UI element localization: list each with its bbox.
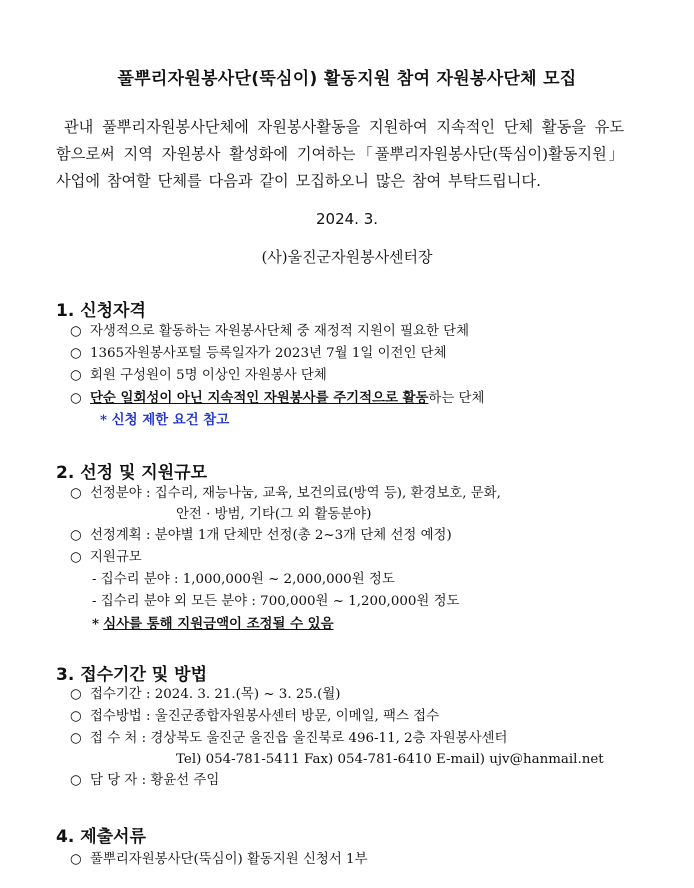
- notice-signer: (사)울진군자원봉사센터장: [261, 248, 433, 266]
- bullet-icon: ○: [70, 852, 82, 867]
- document-title: 풀뿌리자원봉사단(뚝심이) 활동지원 참여 자원봉사단체 모집: [117, 69, 577, 89]
- bullet-icon: ○: [70, 773, 82, 788]
- section-4-heading: 4. 제출서류: [56, 827, 146, 847]
- bullet-icon: ○: [70, 391, 82, 406]
- support-scale: [70, 548, 142, 568]
- intro-paragraph: 관내 풀뿌리자원봉사단체에 자원봉사활동을 지원하여 지속적인 단체 활동을 유도함으로써 지역 자원봉사 활성화에 기여하는「풀뿌리자원봉사단(뚝심이)활동지원」사업에 참여할 단체를 다음과 같이 모집하오니 많은 참여 부탁드립니다.: [56, 118, 624, 190]
- selection-plan: [70, 526, 452, 546]
- section-1-item: [70, 322, 469, 342]
- bullet-icon: ○: [70, 324, 82, 339]
- support-scale-housing: - 집수리 분야 : 1,000,000원 ~ 2,000,000원 정도: [92, 572, 395, 587]
- bullet-icon: ○: [70, 550, 82, 565]
- selection-field-continued: 안전 · 방범, 기타(그 외 활동분야): [176, 507, 372, 522]
- item-text: 자생적으로 활동하는 자원봉사단체 중 재정적 지원이 필요한 단체: [90, 324, 470, 339]
- review-note: [92, 614, 334, 635]
- note-star: *: [92, 616, 100, 632]
- item-text: 지원규모: [90, 550, 142, 565]
- section-1-heading: 1. 신청자격: [56, 301, 146, 321]
- section-1-item: [70, 388, 484, 409]
- application-place: [70, 729, 507, 749]
- required-document: [70, 850, 368, 870]
- bullet-icon: ○: [70, 346, 82, 361]
- item-text: 회원 구성원이 5명 이상인 자원봉사 단체: [90, 368, 327, 383]
- application-method: [70, 707, 439, 727]
- section-3-heading: 3. 접수기간 및 방법: [56, 665, 207, 685]
- manager-info: [70, 771, 219, 791]
- item-text: 접수기간 : 2024. 3. 21.(목) ~ 3. 25.(월): [90, 687, 341, 702]
- bullet-icon: ○: [70, 368, 82, 383]
- bullet-icon: ○: [70, 528, 82, 543]
- item-text: 선정분야 : 집수리, 재능나눔, 교육, 보건의료(방역 등), 환경보호, 문화,: [90, 486, 501, 501]
- section-1-item: [70, 344, 447, 364]
- item-text: 접 수 처 : 경상북도 울진군 울진읍 울진북로 496-11, 2층 자원봉사센터: [90, 731, 508, 746]
- section-1-item: [70, 366, 327, 386]
- section-2-heading: 2. 선정 및 지원규모: [56, 463, 207, 483]
- restriction-note: * 신청 제한 요건 참고: [100, 412, 230, 428]
- notice-date: 2024. 3.: [315, 210, 379, 228]
- item-text: 담 당 자 : 황윤선 주임: [90, 773, 220, 788]
- application-period: [70, 685, 341, 705]
- item-text: 1365자원봉사포털 등록일자가 2023년 7월 1일 이전인 단체: [90, 346, 447, 361]
- bullet-icon: ○: [70, 486, 82, 501]
- item-emphasis: 단순 일회성이 아닌 지속적인 자원봉사를 주기적으로 활동: [90, 390, 429, 406]
- note-text: 심사를 통해 지원금액이 조정될 수 있음: [103, 616, 334, 632]
- item-text: 선정계획 : 분야별 1개 단체만 선정(총 2~3개 단체 선정 예정): [90, 528, 452, 543]
- bullet-icon: ○: [70, 709, 82, 724]
- contact-info: Tel) 054-781-5411 Fax) 054-781-6410 E-mail) ujv@hanmail.net: [176, 752, 604, 767]
- selection-field: [70, 484, 501, 504]
- bullet-icon: ○: [70, 731, 82, 746]
- bullet-icon: ○: [70, 687, 82, 702]
- item-text: 풀뿌리자원봉사단(뚝심이) 활동지원 신청서 1부: [90, 852, 368, 867]
- support-scale-other: - 집수리 분야 외 모든 분야 : 700,000원 ~ 1,200,000원 정도: [92, 594, 460, 609]
- item-text: 하는 단체: [428, 391, 485, 406]
- item-text: 접수방법 : 울진군종합자원봉사센터 방문, 이메일, 팩스 접수: [90, 709, 440, 724]
